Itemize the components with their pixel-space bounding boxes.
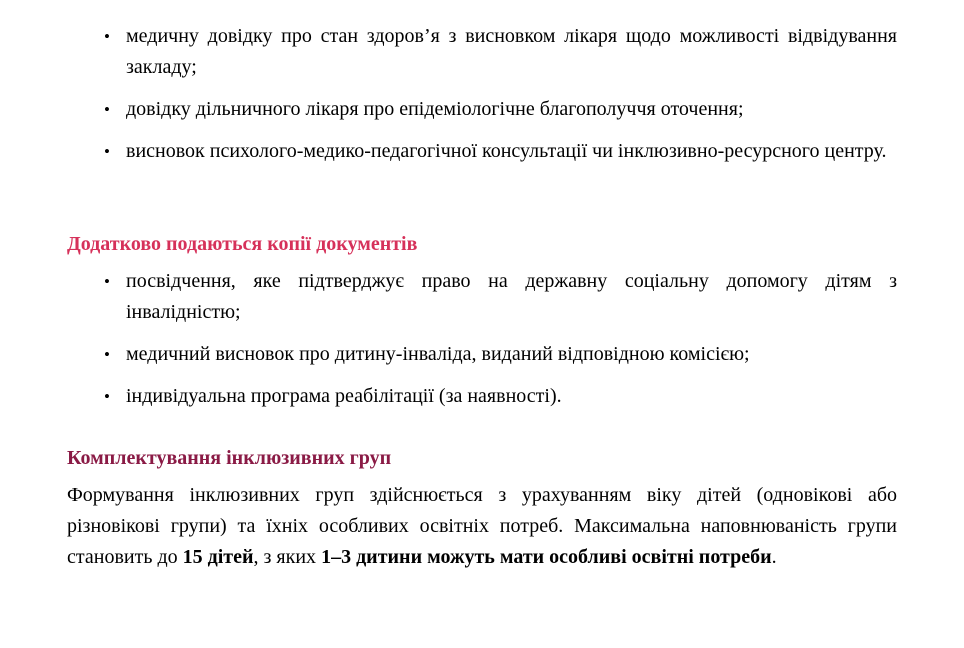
- list-item-text: висновок психолого-медико-педагогічної консультації чи інклюзивно-ресурсного центру.: [126, 140, 887, 162]
- list-item-text: довідку дільничного лікаря про епідеміологічне благополуччя оточення;: [126, 98, 744, 120]
- paragraph-text: , з яких: [253, 546, 322, 568]
- list-item: [104, 94, 897, 125]
- section-heading-extra-documents: Додатково подаються копії документів: [67, 233, 418, 255]
- list-item-text: медичну довідку про стан здоров’я з висновком лікаря щодо можливості відвідування закладу;: [126, 25, 897, 78]
- required-documents-list: [104, 21, 897, 167]
- extra-documents-list: [104, 266, 897, 412]
- list-item: [104, 136, 897, 167]
- bullet-icon: •: [104, 345, 110, 364]
- paragraph-bold-count: 15 дітей: [182, 546, 254, 568]
- bullet-icon: •: [104, 272, 110, 291]
- paragraph-text: .: [771, 546, 777, 568]
- list-item: [104, 21, 897, 83]
- list-item: [104, 339, 897, 370]
- bullet-icon: •: [104, 387, 110, 406]
- list-item-text: індивідуальна програма реабілітації (за наявності).: [126, 385, 562, 407]
- paragraph-text: Формування інклюзивних груп здійснюється з урахуванням віку дітей (одновікові або різновікові групи) та їхніх особливих освітніх потреб. Максимальна наповнюваність групи становить до: [67, 484, 897, 568]
- list-item: [104, 381, 897, 412]
- bullet-icon: •: [104, 100, 110, 119]
- inclusive-groups-paragraph: [67, 480, 897, 573]
- section-heading-inclusive-groups: Комплектування інклюзивних груп: [67, 447, 392, 469]
- list-item-text: медичний висновок про дитину-інваліда, виданий відповідною комісією;: [126, 343, 750, 365]
- bullet-icon: •: [104, 27, 110, 46]
- list-item: [104, 266, 897, 328]
- list-item-text: посвідчення, яке підтверджує право на державну соціальну допомогу дітям з інвалідністю;: [126, 270, 897, 323]
- bullet-icon: •: [104, 142, 110, 161]
- paragraph-bold-special-needs: 1–3 дитини можуть мати особливі освітні потреби: [321, 546, 772, 568]
